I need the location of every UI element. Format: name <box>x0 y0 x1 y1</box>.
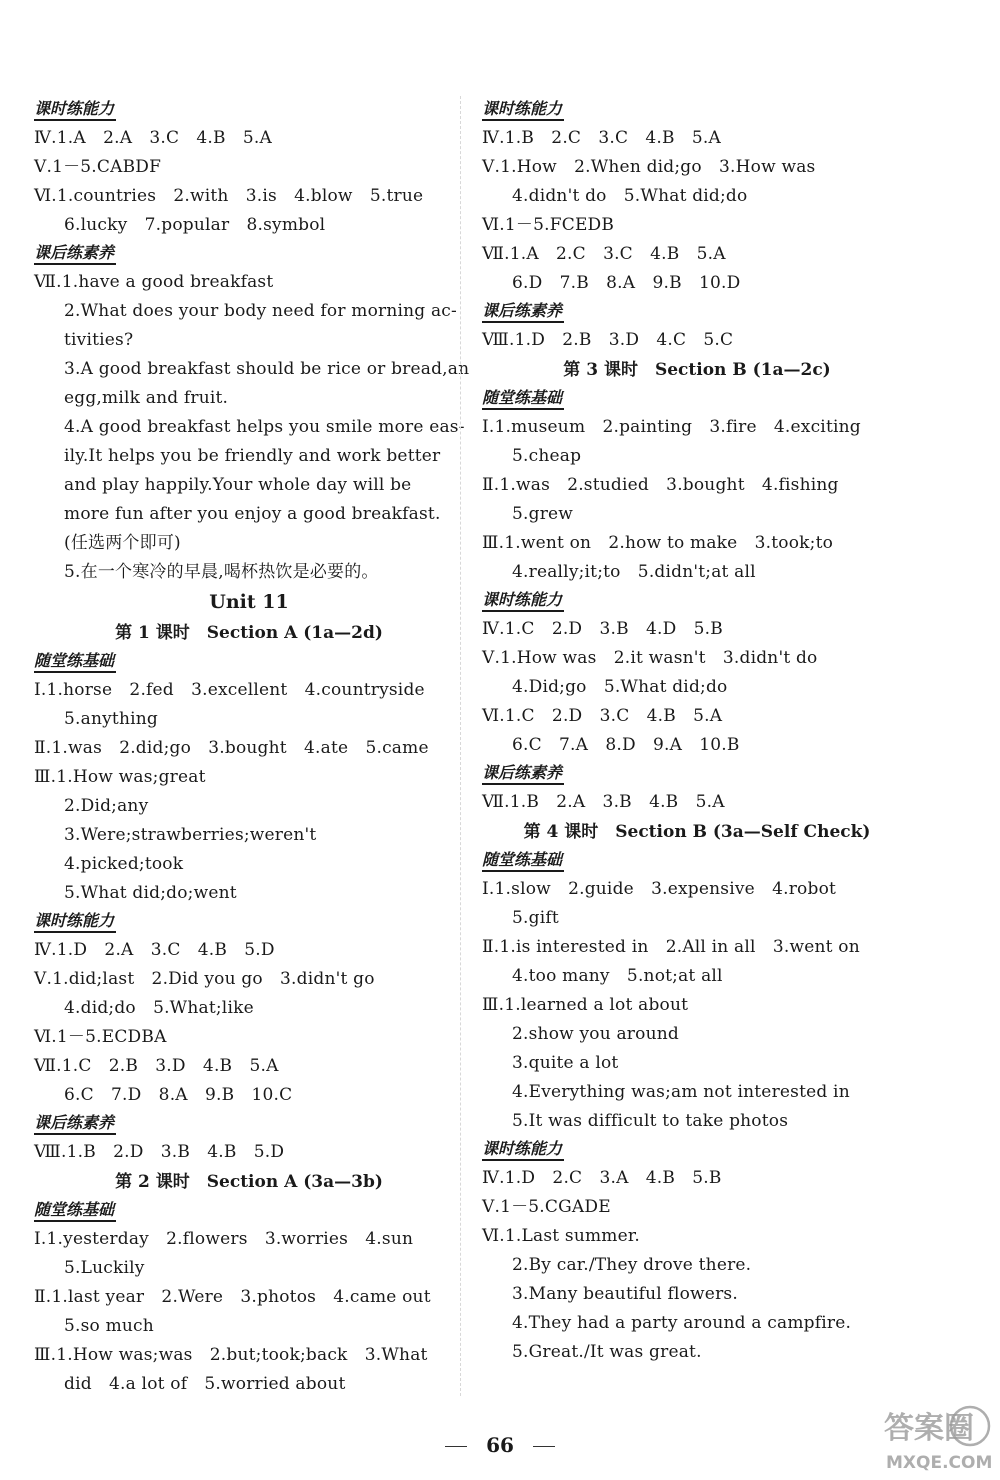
answer-line: 6.C 7.A 8.D 9.A 10.B <box>512 735 740 755</box>
section-header-row <box>482 385 912 413</box>
answer-line: Ⅰ.1.horse 2.fed 3.excellent 4.countryside <box>34 680 425 700</box>
answer-line: 3.A good breakfast should be rice or bread,an <box>64 359 470 379</box>
answer-line: (任选两个即可) <box>64 533 181 553</box>
answer-line: Ⅰ.1.yesterday 2.flowers 3.worries 4.sun <box>34 1229 414 1249</box>
answer-line: tivities? <box>64 330 134 350</box>
answer-line: 2.By car./They drove there. <box>512 1255 752 1275</box>
answer-line: 6.C 7.D 8.A 9.B 10.C <box>64 1085 293 1105</box>
section-header-row <box>482 298 912 326</box>
footer-dash-right <box>533 1446 555 1447</box>
section-header: 课时练能力 <box>34 99 116 121</box>
answer-line: 6.D 7.B 8.A 9.B 10.D <box>512 273 741 293</box>
answer-line: Ⅶ.1.B 2.A 3.B 4.B 5.A <box>482 792 725 812</box>
answer-line: did 4.a lot of 5.worried about <box>64 1374 346 1394</box>
answer-line: Ⅳ.1.A 2.A 3.C 4.B 5.A <box>34 128 273 148</box>
answer-line: 4.didn't do 5.What did;do <box>512 186 748 206</box>
lesson-title: 第 3 课时 Section B (1a—2c) <box>563 360 831 380</box>
answer-line: Ⅴ.1.did;last 2.Did you go 3.didn't go <box>34 969 375 989</box>
page-number-footer <box>0 1433 1000 1457</box>
section-header: 课时练能力 <box>482 1139 564 1161</box>
answer-line: Ⅱ.1.is interested in 2.All in all 3.went on <box>482 937 860 957</box>
answer-line: Ⅴ.1.How was 2.it wasn't 3.didn't do <box>482 648 818 668</box>
answer-line: ily.It helps you be friendly and work better <box>64 446 441 466</box>
lesson-title: 第 4 课时 Section B (3a—Self Check) <box>523 822 871 842</box>
answer-line: Ⅵ.1.countries 2.with 3.is 4.blow 5.true <box>34 186 424 206</box>
watermark-url: MXQE.COM <box>886 1453 992 1473</box>
answer-line: Ⅳ.1.B 2.C 3.C 4.B 5.A <box>482 128 721 148</box>
section-header: 课后练素养 <box>482 763 564 785</box>
answer-line: egg,milk and fruit. <box>64 388 229 408</box>
section-header: 课时练能力 <box>482 590 564 612</box>
section-header-row <box>34 648 464 676</box>
page-number: 66 <box>486 1433 514 1457</box>
answer-line: Ⅳ.1.C 2.D 3.B 4.D 5.B <box>482 619 723 639</box>
answer-line: Ⅲ.1.How was;great <box>34 767 206 787</box>
section-header: 随堂练基础 <box>482 850 564 872</box>
section-header-row <box>482 847 912 875</box>
answer-line: Ⅲ.1.went on 2.how to make 3.took;to <box>482 533 834 553</box>
watermark-text: 答案圈 <box>884 1411 974 1446</box>
answer-line: 5.What did;do;went <box>64 883 237 903</box>
answer-line: Ⅴ.1－5.CABDF <box>34 157 162 177</box>
section-header-row <box>34 96 464 124</box>
answer-line: 5.在一个寒冷的早晨,喝杯热饮是必要的。 <box>64 562 379 582</box>
answer-line: 6.lucky 7.popular 8.symbol <box>64 215 326 235</box>
answer-line: Ⅶ.1.C 2.B 3.D 4.B 5.A <box>34 1056 279 1076</box>
answer-line: 5.Great./It was great. <box>512 1342 702 1362</box>
answer-line: Ⅶ.1.have a good breakfast <box>34 272 274 292</box>
answer-line: 3.Were;strawberries;weren't <box>64 825 317 845</box>
answer-line: 2.Did;any <box>64 796 149 816</box>
answer-line: 4.really;it;to 5.didn't;at all <box>512 562 756 582</box>
right-column <box>482 96 912 1367</box>
answer-line: Ⅳ.1.D 2.C 3.A 4.B 5.B <box>482 1168 722 1188</box>
section-header: 课后练素养 <box>34 1113 116 1135</box>
section-header-row <box>482 1136 912 1164</box>
answer-line: 4.did;do 5.What;like <box>64 998 254 1018</box>
section-header-row <box>34 1197 464 1225</box>
answer-line: Ⅲ.1.learned a lot about <box>482 995 689 1015</box>
answer-line: Ⅴ.1－5.CGADE <box>482 1197 611 1217</box>
section-header: 随堂练基础 <box>34 651 116 673</box>
section-header: 课后练素养 <box>482 301 564 323</box>
footer-dash-left <box>445 1446 467 1447</box>
answer-line: 4.Did;go 5.What did;do <box>512 677 728 697</box>
answer-line: Ⅱ.1.was 2.studied 3.bought 4.fishing <box>482 475 839 495</box>
answer-line: Ⅷ.1.B 2.D 3.B 4.B 5.D <box>34 1142 285 1162</box>
watermark-logo <box>880 1398 992 1474</box>
section-header: 课后练素养 <box>34 243 116 265</box>
section-header: 随堂练基础 <box>34 1200 116 1222</box>
answer-line: and play happily.Your whole day will be <box>64 475 412 495</box>
unit-title: Unit 11 <box>209 591 289 613</box>
answer-line: 4.They had a party around a campfire. <box>512 1313 852 1333</box>
answer-line: Ⅵ.1－5.ECDBA <box>34 1027 167 1047</box>
answer-line: 4.Everything was;am not interested in <box>512 1082 850 1102</box>
answer-line: Ⅰ.1.museum 2.painting 3.fire 4.exciting <box>482 417 861 437</box>
answer-line: more fun after you enjoy a good breakfast. <box>64 504 441 524</box>
left-column <box>34 96 470 1399</box>
answer-line: Ⅵ.1－5.FCEDB <box>482 215 615 235</box>
answer-line: Ⅰ.1.slow 2.guide 3.expensive 4.robot <box>482 879 837 899</box>
answer-line: 5.anything <box>64 709 158 729</box>
answer-line: 4.A good breakfast helps you smile more eas- <box>64 417 465 437</box>
answer-line: Ⅱ.1.last year 2.Were 3.photos 4.came out <box>34 1287 431 1307</box>
answer-line: 5.Luckily <box>64 1258 145 1278</box>
answer-line: Ⅵ.1.C 2.D 3.C 4.B 5.A <box>482 706 723 726</box>
answer-line: 3.quite a lot <box>512 1053 619 1073</box>
section-header-row <box>482 760 912 788</box>
answer-line: 2.What does your body need for morning ac- <box>64 301 457 321</box>
answer-line: 4.too many 5.not;at all <box>512 966 723 986</box>
answer-line: Ⅷ.1.D 2.B 3.D 4.C 5.C <box>482 330 734 350</box>
answer-line: Ⅵ.1.Last summer. <box>482 1226 640 1246</box>
section-header-row <box>34 240 464 268</box>
section-header: 随堂练基础 <box>482 388 564 410</box>
answer-line: 5.grew <box>512 504 574 524</box>
answer-line: Ⅶ.1.A 2.C 3.C 4.B 5.A <box>482 244 726 264</box>
answer-line: 2.show you around <box>512 1024 679 1044</box>
answer-line: Ⅱ.1.was 2.did;go 3.bought 4.ate 5.came <box>34 738 429 758</box>
lesson-title: 第 1 课时 Section A (1a—2d) <box>115 623 383 643</box>
answer-line: Ⅳ.1.D 2.A 3.C 4.B 5.D <box>34 940 275 960</box>
answer-line: 5.gift <box>512 908 559 928</box>
section-header-row <box>34 1110 464 1138</box>
section-header-row <box>482 587 912 615</box>
section-header: 课时练能力 <box>34 911 116 933</box>
answer-line: 5.cheap <box>512 446 582 466</box>
answer-line: 5.so much <box>64 1316 154 1336</box>
section-header-row <box>34 908 464 936</box>
answer-line: 4.picked;took <box>64 854 184 874</box>
answer-line: Ⅴ.1.How 2.When did;go 3.How was <box>482 157 816 177</box>
lesson-title: 第 2 课时 Section A (3a—3b) <box>115 1172 383 1192</box>
section-header: 课时练能力 <box>482 99 564 121</box>
answer-line: Ⅲ.1.How was;was 2.but;took;back 3.What <box>34 1345 428 1365</box>
column-divider <box>460 96 461 1396</box>
section-header-row <box>482 96 912 124</box>
answer-line: 3.Many beautiful flowers. <box>512 1284 738 1304</box>
answer-line: 5.It was difficult to take photos <box>512 1111 789 1131</box>
